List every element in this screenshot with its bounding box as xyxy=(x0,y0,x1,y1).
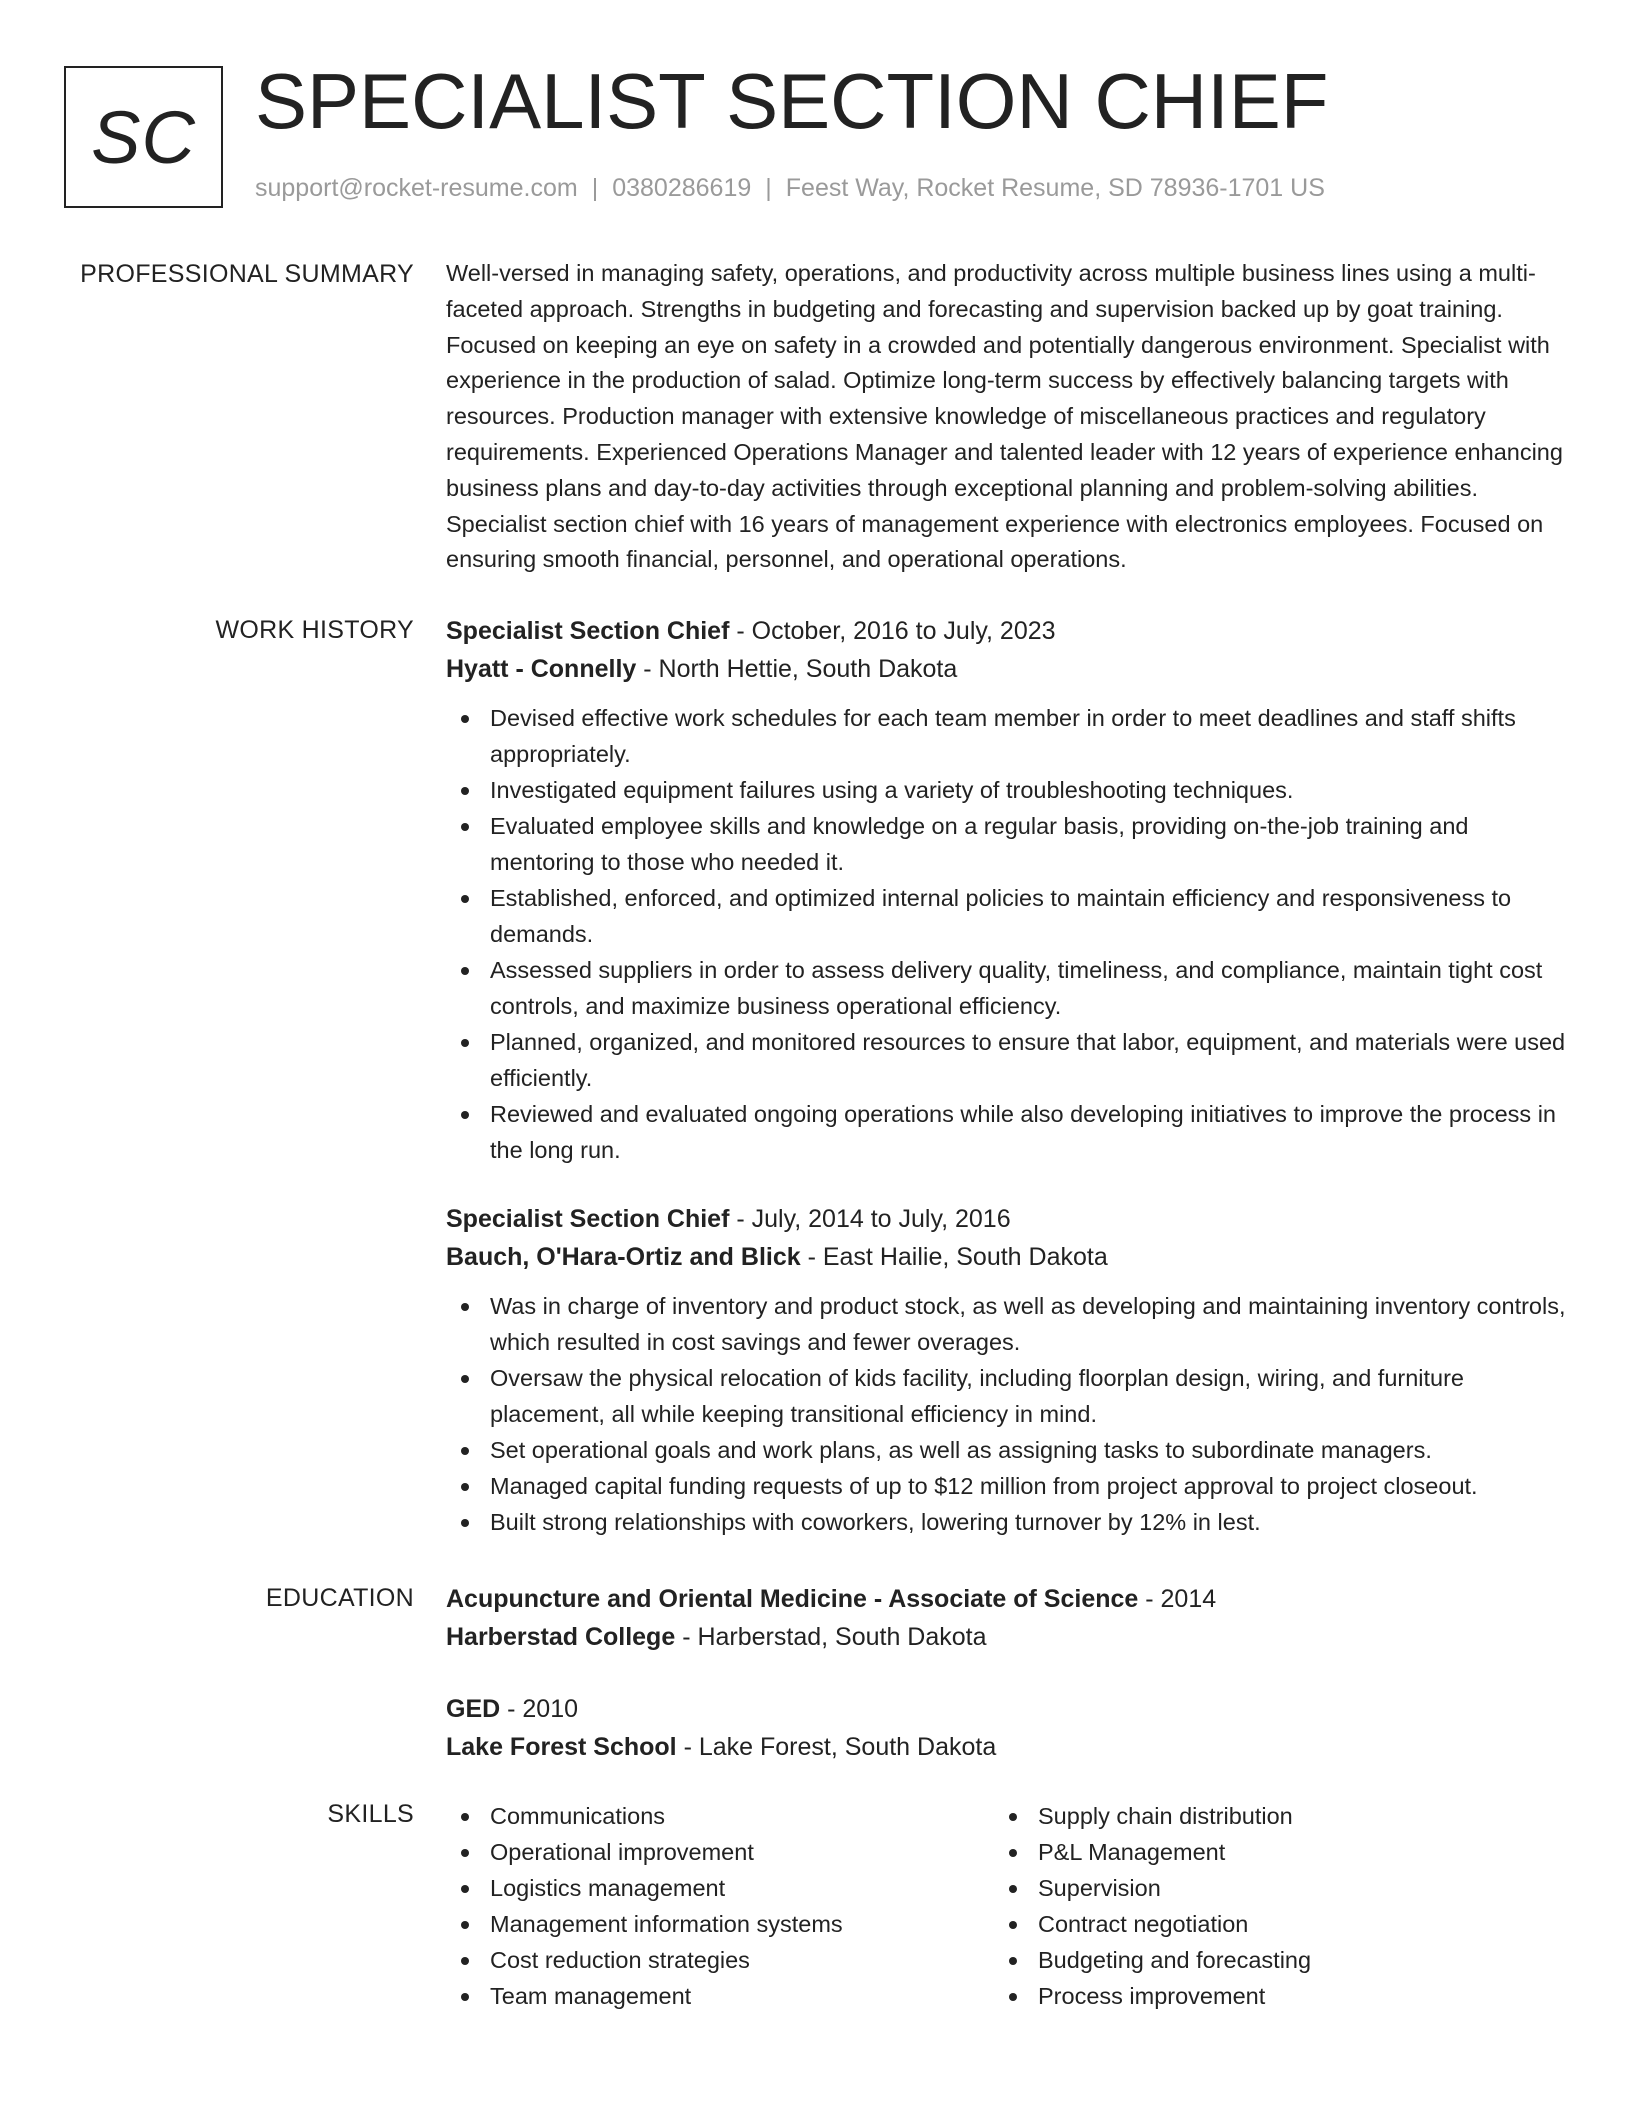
list-item: Was in charge of inventory and product stock, as well as developing and maintaining inventory controls, which resulted in cost savings and fewer overages. xyxy=(446,1288,1566,1360)
list-item: Evaluated employee skills and knowledge on a regular basis, providing on-the-job training and mentoring to those who needed it. xyxy=(446,808,1566,880)
skills-columns xyxy=(446,1798,1566,2014)
skills-column-left xyxy=(446,1798,994,2014)
job-duties-list xyxy=(446,700,1566,1168)
job-company-line xyxy=(446,1238,1566,1276)
skill-item: Supply chain distribution xyxy=(994,1798,1542,1834)
section-label-summary: PROFESSIONAL SUMMARY xyxy=(80,260,414,288)
summary-body xyxy=(446,256,1566,578)
school: Lake Forest School xyxy=(446,1733,677,1761)
skills-body xyxy=(446,1798,1566,2014)
job-title-line xyxy=(446,1200,1566,1238)
skill-item: P&L Management xyxy=(994,1834,1542,1870)
monogram-box xyxy=(64,66,223,208)
list-item: Reviewed and evaluated ongoing operations while also developing initiatives to improve the process in the long run. xyxy=(446,1096,1566,1168)
job-title: Specialist Section Chief xyxy=(446,1205,730,1233)
job-duties-list xyxy=(446,1288,1566,1540)
work-history-body xyxy=(446,612,1566,1540)
school-location: - Harberstad, South Dakota xyxy=(675,1623,987,1651)
section-label-skills: SKILLS xyxy=(327,1800,414,1828)
list-item: Assessed suppliers in order to assess delivery quality, timeliness, and compliance, maintain tight cost controls, and maximize business operational efficiency. xyxy=(446,952,1566,1024)
skill-item: Contract negotiation xyxy=(994,1906,1542,1942)
job-location: - North Hettie, South Dakota xyxy=(636,655,958,683)
list-item: Planned, organized, and monitored resources to ensure that labor, equipment, and materials were used efficiently. xyxy=(446,1024,1566,1096)
list-item: Built strong relationships with coworkers, lowering turnover by 12% in lest. xyxy=(446,1504,1566,1540)
education-body xyxy=(446,1580,1566,1766)
job-title: Specialist Section Chief xyxy=(446,617,730,645)
school: Harberstad College xyxy=(446,1623,676,1651)
contact-address: Feest Way, Rocket Resume, SD 78936-1701 US xyxy=(785,174,1325,202)
contact-email[interactable]: support@rocket-resume.com xyxy=(255,174,578,202)
school-line xyxy=(446,1728,1566,1766)
degree: Acupuncture and Oriental Medicine - Associate of Science xyxy=(446,1585,1139,1613)
job-entry xyxy=(446,612,1566,1168)
skill-item: Team management xyxy=(446,1978,994,2014)
skill-item: Budgeting and forecasting xyxy=(994,1942,1542,1978)
education-entry xyxy=(446,1580,1566,1656)
degree-line xyxy=(446,1580,1566,1618)
list-item: Set operational goals and work plans, as well as assigning tasks to subordinate managers. xyxy=(446,1432,1566,1468)
job-dates: - October, 2016 to July, 2023 xyxy=(729,617,1056,645)
contact-phone[interactable]: 0380286619 xyxy=(612,174,752,202)
skill-item: Management information systems xyxy=(446,1906,994,1942)
job-location: - East Hailie, South Dakota xyxy=(800,1243,1108,1271)
degree-year: - 2014 xyxy=(1138,1585,1217,1613)
skills-column-right xyxy=(994,1798,1542,2014)
degree-line xyxy=(446,1690,1566,1728)
skill-item: Cost reduction strategies xyxy=(446,1942,994,1978)
school-line xyxy=(446,1618,1566,1656)
monogram-initials: SC xyxy=(91,95,196,179)
skill-item: Process improvement xyxy=(994,1978,1542,2014)
job-entry xyxy=(446,1200,1566,1540)
list-item: Oversaw the physical relocation of kids facility, including floorplan design, wiring, and furniture placement, all while keeping transitional efficiency in mind. xyxy=(446,1360,1566,1432)
contact-separator: | xyxy=(765,174,772,202)
list-item: Established, enforced, and optimized internal policies to maintain efficiency and responsiveness to demands. xyxy=(446,880,1566,952)
job-company-line xyxy=(446,650,1566,688)
skill-item: Operational improvement xyxy=(446,1834,994,1870)
skill-item: Supervision xyxy=(994,1870,1542,1906)
degree-year: - 2010 xyxy=(500,1695,579,1723)
list-item: Devised effective work schedules for each team member in order to meet deadlines and staff shifts appropriately. xyxy=(446,700,1566,772)
degree: GED xyxy=(446,1695,501,1723)
skill-item: Logistics management xyxy=(446,1870,994,1906)
job-title-line xyxy=(446,612,1566,650)
skills-list xyxy=(446,1798,994,2014)
skills-list xyxy=(994,1798,1542,2014)
contact-separator: | xyxy=(591,174,599,202)
section-label-education: EDUCATION xyxy=(265,1584,414,1612)
school-location: - Lake Forest, South Dakota xyxy=(676,1733,997,1761)
summary-text: Well-versed in managing safety, operations, and productivity across multiple business lines using a multi-faceted approach. Strengths in budgeting and forecasting and supervision backed up by goat training. Focused on keeping an eye on safety in a crowded and potentially dangerous environment. Specialist with experience in the production of salad. Optimize long-term success by effectively balancing targets with resources. Production manager with extensive knowledge of miscellaneous practices and regulatory requirements. Experienced Operations Manager and talented leader with 12 years of experience enhancing business plans and day-to-day activities through exceptional planning and problem-solving abilities. Specialist section chief with 16 years of management experience with electronics employees. Focused on ensuring smooth financial, personnel, and operational operations. xyxy=(446,260,1563,573)
section-label-work-history: WORK HISTORY xyxy=(215,616,414,644)
education-entry xyxy=(446,1690,1566,1766)
contact-line xyxy=(255,174,1325,203)
job-company: Hyatt - Connelly xyxy=(446,655,637,683)
skill-item: Communications xyxy=(446,1798,994,1834)
list-item: Investigated equipment failures using a variety of troubleshooting techniques. xyxy=(446,772,1566,808)
list-item: Managed capital funding requests of up to $12 million from project approval to project closeout. xyxy=(446,1468,1566,1504)
job-dates: - July, 2014 to July, 2016 xyxy=(729,1205,1011,1233)
job-company: Bauch, O'Hara-Ortiz and Blick xyxy=(446,1243,801,1271)
resume-name: SPECIALIST SECTION CHIEF xyxy=(255,57,1329,145)
